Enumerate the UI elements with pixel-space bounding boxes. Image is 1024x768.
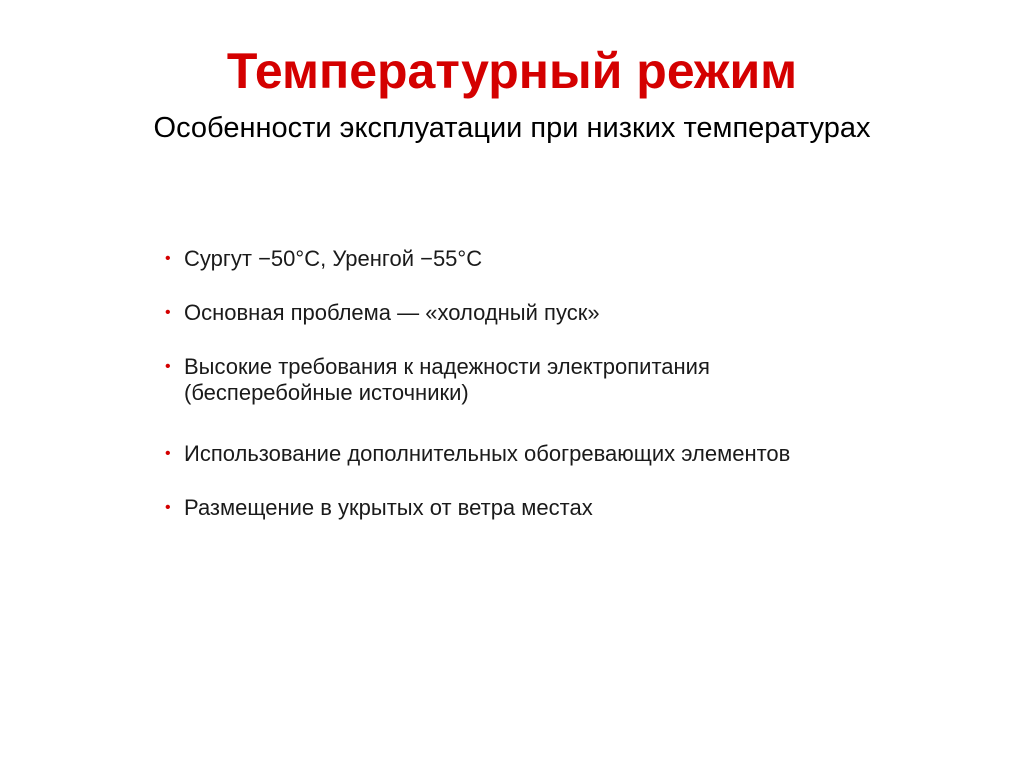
bullet-icon: • (165, 250, 171, 267)
slide-subtitle: Особенности эксплуатации при низких температурах (153, 112, 871, 144)
bullet-list (163, 246, 943, 521)
bullet-text: Размещение в укрытых от ветра местах (184, 495, 593, 520)
bullet-item (163, 354, 943, 406)
bullet-item (163, 300, 943, 326)
bullet-text: Основная проблема — «холодный пуск» (184, 300, 600, 325)
slide-title: Температурный режим (226, 43, 798, 99)
bullet-item (163, 441, 943, 467)
bullet-icon: • (165, 304, 171, 321)
bullet-text: Высокие требования к надежности электропитания (184, 354, 710, 379)
bullet-text-continuation: (бесперебойные источники) (184, 380, 469, 405)
bullet-item (163, 246, 943, 272)
bullet-item (163, 495, 943, 521)
bullet-icon: • (165, 499, 171, 516)
bullet-icon: • (165, 445, 171, 462)
bullet-icon: • (165, 358, 171, 375)
bullet-text: Сургут −50°С, Уренгой −55°С (184, 246, 483, 271)
bullet-text: Использование дополнительных обогревающих элементов (184, 441, 791, 466)
